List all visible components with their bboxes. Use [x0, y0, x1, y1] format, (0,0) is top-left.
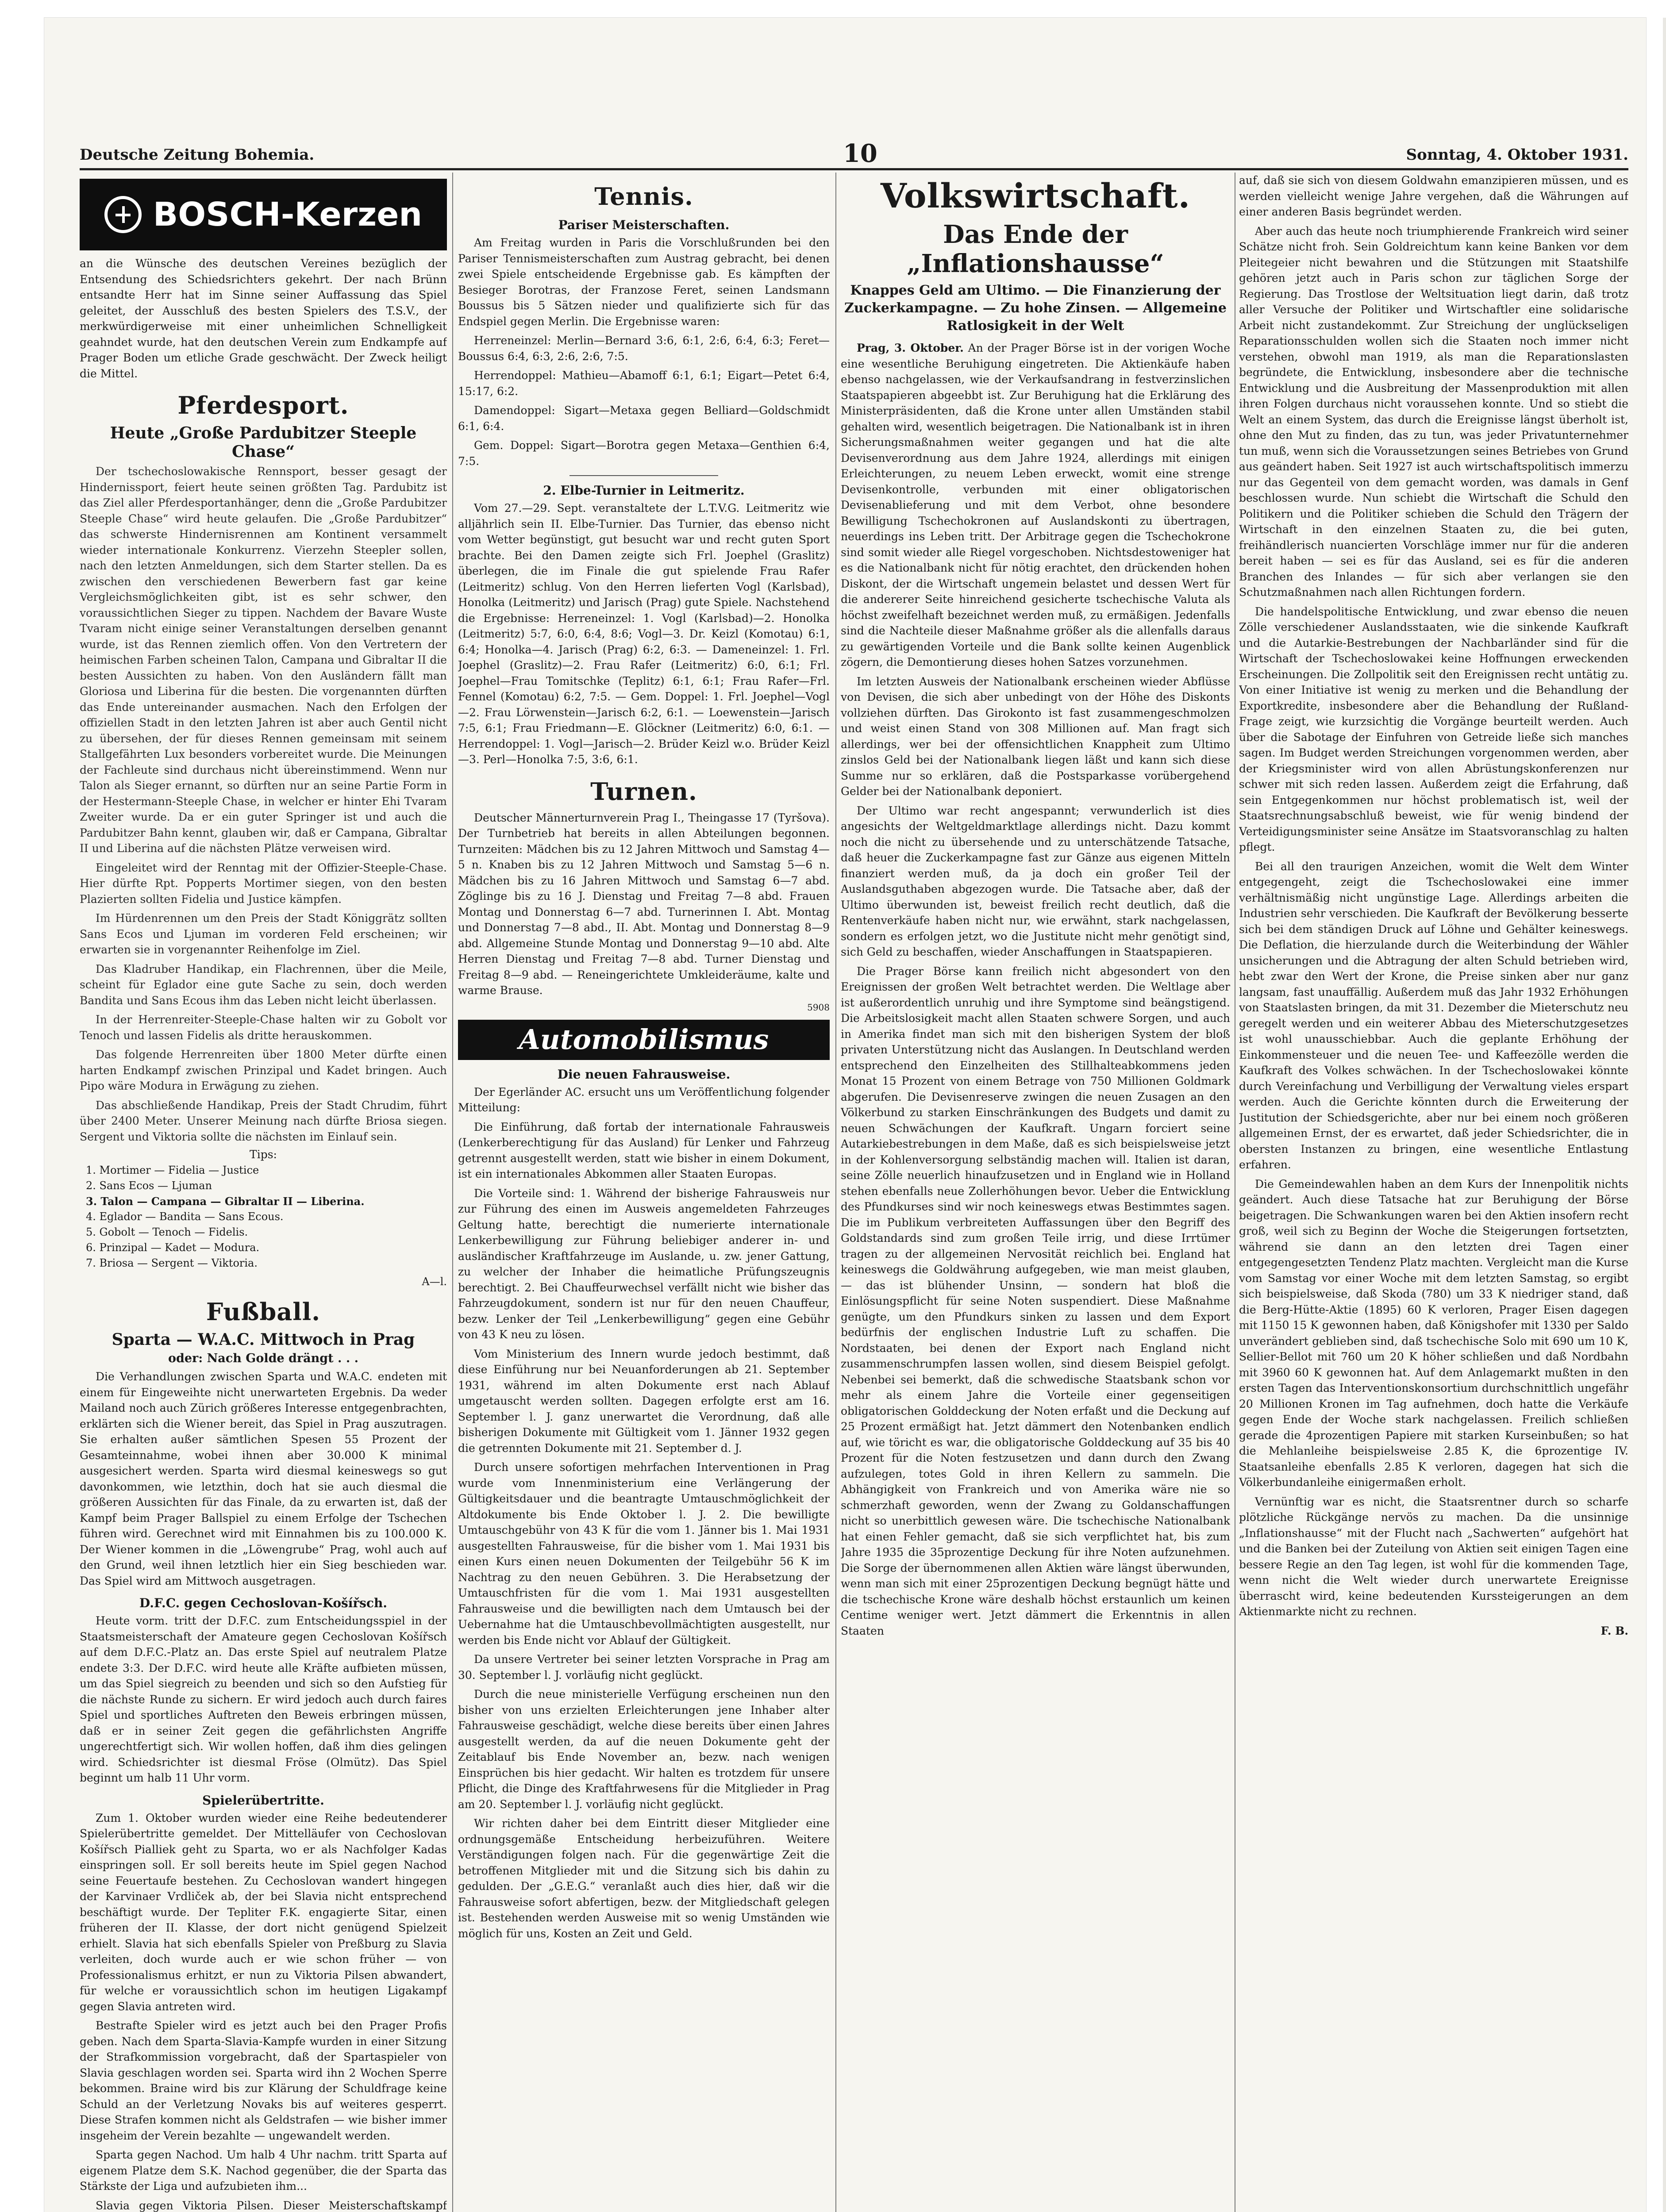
- newspaper-page: [44, 18, 1646, 2212]
- article-text: Sparta gegen Nachod. Um halb 4 Uhr nachm. tritt Sparta auf eigenem Platze dem S.K. Nachod gegenüber, die der Sparta das Stärkste der Liga und aufzubieten ihm...: [80, 2148, 447, 2193]
- article-text: Der Ultimo war recht angespannt; verwunderlich ist dies angesichts der Weltgeldmarktlage allerdings nicht. Dazu kommt noch die nicht zu übersehende und zu unterschätzende Tatsache, daß heuer die Zuckerkampagne fast zur Gänze aus eigenen Mitteln finanziert werden muß, da ja doch ein großer Teil der Auslandsguthaben abgezogen wurde. Die Tatsache aber, daß der Ultimo überwunden ist, beweist freilich recht deutlich, daß die Rentenverkäufe haben nicht nur, wie erwähnt, stark nachgelassen, sondern es erfolgen jetzt, wo die Justitute nicht mehr genötigt sind, sich Geld zu beschaffen, wieder Anschaffungen in Staatspapieren.: [841, 804, 1230, 958]
- section-title-automobilismus: Automobilismus: [458, 1020, 830, 1060]
- article-text: Der tschechoslowakische Rennsport, besser gesagt der Hindernissport, feiert heute seinen größten Tag. Pardubitz ist das Ziel aller Pferdesportanhänger, denn die „Große Pardubitzer Steeple Chase“ wird heute gelaufen. Die „Große Pardubitzer“ das schwerste Hindernisrennen am Kontinent versammelt wieder internationale Konkurrenz. Vierzehn Steepler sollen, nach den letzten Anmeldungen, sich dem Starter stellen. Da es zwischen den verschiedenen Bewerbern fast gar keine Vergleichsmöglichkeiten gibt, ist es sehr schwer, den voraussichtlichen Sieger zu tippen. Nachdem der Bavare Wuste Tvaram nicht einige seiner Veranstaltungen derselben genannt wurde, ist das Rennen ziemlich offen. Von den Vertretern der heimischen Farben scheinen Talon, Campana und Gibraltar II die besten Aussichten zu haben. Von den Ausländern fällt man Gloriosa und Liberina für die besten. Die vorgenannten dürften das Ende untereinander ausmachen. Nach den Erfolgen der offiziellen Stadt in den letzten Jahren ist aber auch Gentil nicht zu übersehen, der für dieses Rennen gemeinsam mit seinem Stallgefährten Lux besonders vorbereitet wurde. Die Meinungen der Fachleute sind durchaus nicht übereinstimmend. Wenn nur Talon als Sieger ernannt, so dürften nur an seine Partie Form in der Hestermann-Steeple Chase, in welcher er hinter Ehi Tvaram Zweiter wurde. Da er ein guter Springer ist und auch die Pardubitzer Bahn kennt, glauben wir, daß er Campana, Gibraltar II und Liberina auf die nächsten Plätze verweisen wird.: [80, 465, 447, 855]
- article-text: Die handelspolitische Entwicklung, und zwar ebenso die neuen Zölle verschiedener Auslandsstaaten, wie die sinkende Kaufkraft und die Autarkie-Bestrebungen der Nachbarländer sind für die Wirtschaft der Tschechoslowakei keine Hoffnungen erweckenden Erscheinungen. Die Zollpolitik seit den Ereignissen recht untätig zu. Von einer Initiative ist wenig zu merken und die Behandlung der Exportkredite, insbesondere aber die Behandlung der Rußland-Frage zeigt, wie kurzsichtig die Vorgänge beurteilt werden. Auch über die Sabotage der Einfuhren von Getreide ließe sich manches sagen. Im Budget werden Streichungen vorgenommen werden, aber der Kriegsminister wird von allen Abrüstungskonferenzen nur schwer mit sich reden lassen. Außerdem zeigt die Erfahrung, daß sein Entgegenkommen nur höchst problematisch ist, weil der Staatsrechnungsabschluß beweist, wie für wenig bindend der Verteidigungsminister seine Ansätze im Staatsvoranschlag zu halten pflegt.: [1239, 605, 1628, 853]
- tips-title: Tips:: [250, 1148, 277, 1161]
- list-item: 1. Mortimer — Fidelia — Justice: [86, 1164, 259, 1176]
- list-item: 4. Eglador — Bandita — Sans Ecous.: [86, 1210, 284, 1223]
- dateline: Prag, 3. Oktober.: [857, 342, 964, 354]
- article-text: Das abschließende Handikap, Preis der Stadt Chrudim, führt über 2400 Meter. Unserer Meinung nach dürfte Briosa siegen. Sergent und Viktoria sollte die nächsten im Einlauf sein.: [80, 1098, 447, 1143]
- headline: D.F.C. gegen Cechoslovan-Košířsch.: [139, 1596, 388, 1610]
- article-text: Das Kladruber Handikap, ein Flachrennen, über die Meile, scheint für Eglador eine gute Sache zu sein, doch werden Bandita und Sans Ecous ihm das Leben nicht leicht überlassen.: [80, 962, 447, 1007]
- list-item: 7. Briosa — Sergent — Viktoria.: [86, 1257, 258, 1269]
- subheadline: oder: Nach Golde drängt . . .: [168, 1352, 359, 1365]
- section-title-turnen: Turnen.: [590, 777, 697, 806]
- page-header: [80, 137, 1628, 170]
- section-title-volkswirtschaft: Volkswirtschaft.: [880, 176, 1191, 215]
- column-1: [80, 173, 447, 2212]
- article-text: Slavia gegen Viktoria Pilsen. Dieser Meisterschaftskampf: [96, 2199, 447, 2212]
- section-title-fussball: Fußball.: [206, 1298, 321, 1326]
- section-title-pferdesport: Pferdesport.: [177, 391, 349, 419]
- headline: Pariser Meisterschaften.: [558, 218, 730, 232]
- notice-code: 5908: [807, 1002, 830, 1013]
- article-text: Damendoppel: Sigart—Metaxa gegen Belliard—Goldschmidt 6:1, 6:4.: [458, 404, 830, 433]
- page-edge: [1663, 18, 1666, 2212]
- issue-date: Sonntag, 4. Oktober 1931.: [1406, 146, 1628, 164]
- section-title-tennis: Tennis.: [594, 182, 693, 211]
- author-sign: F. B.: [1601, 1624, 1628, 1637]
- headline: Sparta — W.A.C. Mittwoch in Prag: [112, 1330, 415, 1349]
- author-sign: A—l.: [422, 1275, 447, 1288]
- bosch-ad-text: BOSCH-Kerzen: [153, 196, 423, 234]
- article-text: Die Prager Börse kann freilich nicht abgesondert von den Ereignissen der großen Welt betrachtet werden. Die Weltlage aber ist außerordentlich unruhig und ihre Symptome sind beängstigend. Die Arbeitslosigkeit macht allen Staaten schwere Sorgen, und auch in Amerika findet man sich mit den bisherigen System der bloß privaten Unterstützung nicht das Auslangen. In Deutschland werden entsprechend den Einzelheiten des Stillhalteabkommens jeden Monat 15 Prozent von einem Betrage von 750 Millionen Goldmark abgerufen. Die Devisenreserve zwingen die neuen Zusagen an den Völkerbund zu starken Einschränkungen des Budgets und damit zu neuen Schwächungen der Kaufkraft. Ungarn forciert seine Autarkiebestrebungen in dem Maße, daß es sich beispielsweise jetzt in der Kohlenversorgung selbständig machen will. Italien ist daran, seine Zölle neuerlich hinaufzusetzen und in England wie in Holland stehen ebenfalls neue Zollerhöhungen bevor. Ueber die Entwicklung des Pfundkurses sind wir noch keineswegs etwas Bestimmtes sagen. Die im Publikum verbreiteten Auffassungen über den Begriff des Goldstandards sind zum großen Teile irrig, und diese Irrtümer tragen zu der allgemeinen Nervosität reichlich bei. England hat keineswegs die Goldwährung aufgegeben, wie man meist glauben, — das ist blühender Unsinn, — sondern hat bloß die Einlösungspflicht für seine Noten suspendiert. Diese Maßnahme genügte, um den Pfundkurs sinken zu lassen und dem Export bedürfnis der englischen Industrie Luft zu schaffen. Die Nordstaaten, bei denen der Export nach England nicht zusammenschrumpfen lassen wollen, sind diesem Beispiel gefolgt. Nebenbei sei bemerkt, daß die schwedische Staatsbank schon vor mehr als einem Jahre die Vorteile einer gegenseitigen obligatorischen Golddeckung der Noten erfaßt und die Deckung auf 25 Prozent ermäßigt hat. Jetzt dämmert den Notenbanken endlich auf, wie töricht es war, die obligatorische Golddeckung auf 35 bis 40 Prozent für die Noten festzusetzen und dann durch den Zwang aufzulegen, totes Gold in ihren Kellern zu sammeln. Die Abhängigkeit von Frankreich und von Amerika wäre nie so schmerzhaft geworden, wenn der Zwang zu Goldanschaffungen nicht so unerbittlich gewesen wäre. Die tschechische Nationalbank hat einen Fehler gemacht, daß sie sich verpflichtet hat, bis zum Jahre 1935 die 35prozentige Deckung für ihre Noten aufzunehmen. Die Sorge der übernommenen allen Aktien wäre längst überwunden, wenn man sich mit einer 25prozentigen Deckung begnügt hätte und die tschechische Krone wäre deshalb höchst erstaunlich um keinen Centime weniger wert. Jetzt dämmert die Erkenntnis in allen Staaten: [841, 964, 1230, 1637]
- article-text: Zum 1. Oktober wurden wieder eine Reihe bedeutenderer Spielerübertritte gemeldet. Der Mittelläufer von Cechoslovan Košířsch Pialliek geht zu Sparta, wo er als Nachfolger Kadas einspringen soll. Er soll bereits heute im Spiel gegen Nachod seine Feuertaufe bestehen. Zu Cechoslovan wandert hingegen der Karvinaer Vrdliček ab, der bei Slavia nicht entsprechend beschäftigt wurde. Der Tepliter F.K. engagierte Sitar, einen früheren der II. Klasse, der dort nicht genügend Spielzeit erhielt. Slavia hat sich ebenfalls Spieler von Preßburg zu Slavia verleiten, doch wurde auch er wie schon früher — von Professionalismus erhitzt, er nun zu Viktoria Pilsen abwandert, für welche er voraussichtlich schon im heutigen Ligakampf gegen Slavia antreten wird.: [80, 1811, 447, 2013]
- article-text: Wir richten daher bei dem Eintritt dieser Mitglieder eine ordnungsgemäße Entscheidung herbeizuführen. Weitere Verständigungen folgen nach. Für die gegenwärtige Zeit die betroffenen Mitglieder mit und die Sitzung sich bis dahin zu gedulden. Der „G.E.G.“ veranlaßt auch dies hier, daß wir die Fahrausweise sofort abfertigen, bezw. der Mitgliedschaft gelegen ist. Bestehenden werden Ausweise mit so wenig Umständen wie möglich für uns, Kosten an Zeit und Geld.: [458, 1817, 830, 1940]
- tips-list: [80, 1163, 447, 1271]
- article-text-body: An der Prager Börse ist in der vorigen Woche eine wesentliche Beruhigung eingetreten. Die Aktienkäufe haben ebenso nachgelassen, wie der Verkaufsandrang in festverzinslichen Staatspapieren abgeebbt ist. Zur Beruhigung hat die Erklärung des Ministerpräsidenten, daß die Krone unter allen Umständen stabil gehalten wird, wesentlich beigetragen. Die Nationalbank ist in ihren Sicherungsmaßnahmen weiter gegangen und hat die alte Devisenverordnung aus dem Jahre 1924, allerdings mit einigen Erleichterungen, zu neuem Leben erweckt, womit eine strenge Devisenkontrolle, verbunden mit einer obligatorischen Devisenablieferung und mit dem Verbot, ohne besondere Bewilligung Tschechokronen auf Auslandskonti zu übertragen, neuerdings ins Leben tritt. Der Arbitrage gegen die Tschechokrone sind somit wieder alle Riegel vorgeschoben. Nichtsdestoweniger hat es die Nationalbank nicht für nötig erachtet, den drückenden hohen Diskont, der die Wirtschaft ungemein belastet und dessen Wert für die andererer Seite hinreichend gesicherte tschechische Valuta als höchst zweifelhaft bezeichnet werden muß, zu ermäßigen. Jedenfalls sind die Nachteile dieser Maßnahme größer als die allenfalls daraus zu gewärtigenden Vorteile und die Bank sollte keinen Augenblick zögern, die Demontierung dieses hohen Satzes vorzunehmen.: [841, 342, 1230, 668]
- column-2: [458, 173, 830, 2212]
- article-text: an die Wünsche des deutschen Vereines bezüglich der Entsendung des Schiedsrichters gekehrt. Der nach Brünn entsandte Herr hat im Sinne seiner Auffassung das Spiel geleitet, der Ausschluß des besten Spielers des T.S.V., der merkwürdigerweise mit einer unheimlichen Schnelligkeit geahndet wurde, hat den deutschen Verein zum Endkampfe auf Prager Boden um etliche Grade geschwächt. Der Zweck heiligt die Mittel.: [80, 257, 447, 380]
- column-4: [1239, 173, 1628, 2212]
- list-item: 5. Gobolt — Tenoch — Fidelis.: [86, 1226, 248, 1238]
- article-text: Eingeleitet wird der Renntag mit der Offizier-Steeple-Chase. Hier dürfte Rpt. Popperts Mortimer siegen, von den besten Plazierten sollten Fidelia und Justice kämpfen.: [80, 861, 447, 906]
- article-text: Die Gemeindewahlen haben an dem Kurs der Innenpolitik nichts geändert. Auch diese Tatsache hat zur Beruhigung der Börse beigetragen. Die Schwankungen waren bei den Aktien insofern recht groß, weil sich zu Beginn der Woche die Steigerungen fortsetzten, während sie dann an den letzten drei Tagen einer entgegengesetzten Tendenz Platz machten. Vergleicht man die Kurse vom Samstag vor einer Woche mit dem letzten Samstag, so ergibt sich beispielsweise, daß Skoda (780) um 33 K niedriger stand, daß die Berg-Hütte-Aktie (1895) 60 K verloren, Prager Eisen dagegen mit 1150 15 K gewonnen haben, daß Königshofer mit 1330 per Saldo unverändert geblieben sind, daß tschechische Solo mit 690 um 10 K, Sellier-Bellot mit 760 um 20 K höher schließen und daß Nordbahn mit 3960 60 K gewonnen hat. Auf dem Anlagemarkt mußten in den ersten Tagen das Interventionskonsortium durchschnittlich ungefähr 20 Millionen Kronen im Tag aufnehmen, doch hatte die Verkäufe gegen Ende der Woche stark nachgelassen. Freilich schließen gerade die 4prozentigen Papiere mit starken Kurseinbußen; so hat die Mehlanleihe beispielsweise 2.85 K, die 6prozentige IV. Staatsanleihe ebenfalls 2.85 K verloren, dagegen hat sich die Völkerbundanleihe einigermaßen erholt.: [1239, 1177, 1628, 1489]
- article-text: Vernünftig war es nicht, die Staatsrentner durch so scharfe plötzliche Rückgänge nervös zu machen. Da die unsinnige „Inflationshausse“ mit der Flucht nach „Sachwerten“ aufgehört hat und die Banken bei der Zuteilung von Aktien seit einigen Tagen eine bessere Regie an den Tag legen, ist wohl für die kommenden Tage, wenn nicht die Welt wieder durch unerwartete Ereignisse überrascht wird, keine bedeutenden Kurssteigerungen an dem Aktienmarkte nicht zu rechnen.: [1239, 1495, 1628, 1618]
- bosch-ad: [80, 179, 447, 250]
- article-text: Die Einführung, daß fortab der internationale Fahrausweis (Lenkerberechtigung für das Ausland) für Lenker und Fahrzeug getrennt ausgestellt werden, statt wie bisher in einem Dokument, ist ein internationales Abkommen aller Staaten Europas.: [458, 1120, 830, 1180]
- page-number: 10: [843, 139, 877, 168]
- article-text: Der Egerländer AC. ersucht uns um Veröffentlichung folgender Mitteilung:: [458, 1085, 830, 1114]
- article-text: Vom 27.—29. Sept. veranstaltete der L.T.V.G. Leitmeritz wie alljährlich sein II. Elbe-Turnier. Das Turnier, das ebenso nicht vom Wetter begünstigt, gut besucht war und recht guten Sport brachte. Bei den Damen zeigte sich Frl. Joephel (Graslitz) überlegen, die im Finale die gut spielende Frau Rafer (Leitmeritz) schlug. Von den Herren lieferten Vogl (Karlsbad), Honolka (Leitmeritz) und Jarisch (Prag) gute Spiele. Nachstehend die Ergebnisse: Herreneinzel: 1. Vogl (Karlsbad)—2. Honolka (Leitmeritz) 5:7, 6:0, 6:4, 8:6; Vogl—3. Dr. Keizl (Komotau) 6:1, 6:4; Honolka—4. Jarisch (Prag) 6:2, 6:3. — Dameneinzel: 1. Frl. Joephel (Graslitz)—2. Frau Rafer (Leitmeritz) 6:0, 6:1; Frl. Joephel—Frau Tomitschke (Teplitz) 6:1, 6:1; Frau Rafer—Frl. Fennel (Komotau) 6:2, 7:5. — Gem. Doppel: 1. Frl. Joephel—Vogl—2. Frau Lörwenstein—Jarisch 6:2, 6:1. — Loewenstein—Jarisch 7:5, 6:1; Frau Friedmann—E. Glöckner (Leitmeritz) 6:0, 6:1. — Herrendoppel: 1. Vogl—Jarisch—2. Brüder Keizl w.o. Brüder Keizl—3. Perl—Honolka 7:5, 3:6, 6:1.: [458, 502, 830, 766]
- article-text: Herreneinzel: Merlin—Bernard 3:6, 6:1, 2:6, 6:4, 6:3; Feret—Boussus 6:4, 6:3, 2:6, 2:6, 7:5.: [458, 334, 830, 363]
- headline: Die neuen Fahrausweise.: [557, 1067, 731, 1082]
- divider: [569, 475, 718, 476]
- article-text: Aber auch das heute noch triumphierende Frankreich wird seiner Schätze nicht froh. Sein Goldreichtum kann keine Banken vor dem Pleitegeier nicht bewahren und die Stützungen mit Staatshilfe gehören jetzt auch in Paris schon zur täglichen Sorge der Regierung. Das Trostlose der Weltsituation liegt darin, daß trotz aller Versuche der Politiker und Wirtschaftler eine solidarische Arbeit nicht zustandekommt. Zur Streichung der unglückseligen Reparationsschulden wollen sich die Staaten noch immer nicht verstehen, obwohl man 1919, als man die Reparationslasten begründete, die Entwicklung, insbesondere aber die technische Entwicklung und die Ausbreitung der Massenproduktion mit allen ihren Folgen durchaus nicht voraussehen konnte. Und so stiebt die Welt an einem System, das durch die Ereignisse längst überholt ist, ohne den Mut zu finden, das zu tun, was jeder Privatunternehmer tun muß, wenn sich die Voraussetzungen seines Betriebes von Grund aus geändert haben. Seit 1927 ist auch wirtschaftspolitisch immerzu nur das Gegenteil von dem gemacht worden, was damals in Genf beschlossen wurde. Nun schiebt die Wirtschaft die Schuld den Politikern und die Politiker schieben die Schuld den Trägern der Wirtschaft in den einzelnen Staaten zu, die bei guten, freihändlerisch nuancierten Vorschläge immer nur für die anderen bereit haben — sei es für das Ausland, sei es für die anderen Branchen des Inlandes — für sich aber verlangen sie den Schutzmaßnahmen nach allen Richtungen fordern.: [1239, 224, 1628, 599]
- headline: 2. Elbe-Turnier in Leitmeritz.: [543, 483, 745, 498]
- column-rule: [452, 173, 453, 2212]
- newspaper-title: Deutsche Zeitung Bohemia.: [80, 146, 315, 164]
- article-text: Am Freitag wurden in Paris die Vorschlußrunden bei den Pariser Tennismeisterschaften zum Austrag gebracht, bei denen zwei Spiele entscheidende Ergebnisse gab. Es kämpften der Besieger Borotras, der Franzose Feret, seinen Landsmann Boussus bis 5 Sätzen nieder und qualifizierte sich für das Endspiel gegen Merlin. Die Ergebnisse waren:: [458, 236, 830, 328]
- list-item: 3. Talon — Campana — Gibraltar II — Liberina.: [86, 1195, 365, 1208]
- article-text: Durch unsere sofortigen mehrfachen Interventionen in Prag wurde vom Innenministerium eine Verlängerung der Gültigkeitsdauer und die beantragte Umtauschmöglichkeit der Altdokumente bis Ende Oktober l. J. 2. Die bewilligte Umtauschgebühr von 43 K für die vom 1. Jänner bis 1. Mai 1931 ausgestellten Fahrausweise, für die bisher vom 1. Mai 1931 bis einen Kurs einen neuen Dokumenten der Teilgebühr 56 K im Nachtrag zu den neuen Gebühren. 3. Die Herabsetzung der Umtauschfristen für die vom 1. Mai 1931 ausgestellten Fahrausweise und die bewilligten nach dem Umtausch bei der Uebernahme hat die Umtauschbevollmächtigten ausgestellt, nur werden bis Ende nicht vor Ablauf der Gültigkeit.: [458, 1461, 830, 1647]
- article-text: Durch die neue ministerielle Verfügung erscheinen nun den bisher von uns erzielten Erleichterungen jene Inhaber alter Fahrausweise geschädigt, welche diese bereits über einen Jahres ausgestellt werden, da auf die neuen Dokumente geht der Zeitablauf bis Ende November an, bezw. nach wenigen Einsprüchen bis hier gedacht. Wir halten es trotzdem für unsere Pflicht, die Dinge des Kraftfahrwesens für die Mitglieder in Prag am 20. September l. J. vorläufig nicht geglückt.: [458, 1688, 830, 1811]
- article-text: [841, 340, 1230, 670]
- headline: Das Ende der „Inflationshausse“: [907, 220, 1164, 278]
- article-text: Herrendoppel: Mathieu—Abamoff 6:1, 6:1; Eigart—Petet 6:4, 15:17, 6:2.: [458, 369, 830, 398]
- article-text: Bestrafte Spieler wird es jetzt auch bei den Prager Profis geben. Nach dem Sparta-Slavia-Kampfe wurden in einer Sitzung der Strafkommission vorgebracht, daß der Spartaspieler von Slavia geschlagen worden sei. Sparta wird ihn 2 Wochen Sperre bekommen. Braine wird bis zur Klärung der Schuldfrage keine Schuld an der Verletzung Novaks bis auf weiteres gesperrt. Diese Strafen kommen nicht als Geldstrafen — wie bisher immer insgeheim der Verein bezahlte — ungewandelt werden.: [80, 2019, 447, 2142]
- headline: Spielerübertritte.: [202, 1793, 324, 1808]
- headline: Heute „Große Pardubitzer Steeple Chase“: [110, 424, 417, 461]
- article-text: Im Hürdenrennen um den Preis der Stadt Königgrätz sollten Sans Ecos und Ljuman im vorderen Feld erscheinen; wir erwarten sie in vorgenannter Reihenfolge im Ziel.: [80, 912, 447, 956]
- article-text: auf, daß sie sich von diesem Goldwahn emanzipieren müssen, und es werden vielleicht wenige Jahre vergehen, daß die Währungen auf einer anderen Basis begründet werden.: [1239, 174, 1628, 218]
- column-rule: [835, 173, 836, 2212]
- article-text: Die Vorteile sind: 1. Während der bisherige Fahrausweis nur zur Führung des einen im Ausweis angemeldeten Fahrzeuges Geltung hatte, berechtigt die numerierte internationale Lenkerbewilligung zur Führung beliebiger anderer in- und ausländischer Kraftfahrzeuge im Auslande, u. zw. jener Gattung, zu welcher der Inhaber die heimatliche Prüfungszeugnis berechtigt. 2. Bei Chauffeurwechsel verfällt nicht wie bisher das Fahrzeugdokument, sondern ist nur für den neuen Chauffeur, bezw. Lenker der Teil „Lenkerbewilligung“ gegen eine Gebühr von 43 K neu zu lösen.: [458, 1187, 830, 1341]
- article-text: Gem. Doppel: Sigart—Borotra gegen Metaxa—Genthien 6:4, 7:5.: [458, 439, 830, 468]
- article-text: Die Verhandlungen zwischen Sparta und W.A.C. endeten mit einem für Eingeweihte nicht unerwarteten Ergebnis. Da weder Mailand noch auch Zürich größeres Interesse entgegenbrachten, erklärten sich die Wiener bereit, das Spiel in Prag auszutragen. Sie erhalten außer sämtlichen Spesen 55 Prozent der Gesamteinnahme, wobei ihnen aber 30.000 K minimal ausgesichert werden. Sparta wird diesmal keineswegs so gut davonkommen, wie letzthin, doch hat sie auch diesmal die größeren Aussichten für das Finale, da zu erwarten ist, daß der Kampf beim Prager Ballspiel zu einem Erfolge der Tschechen führen wird. Gerechnet wird mit Einnahmen bis zu 100.000 K. Der Wiener kommen in die „Löwengrube“ Prag, wohl auch auf den Grund, weil ihnen letztlich hier ein Sieg beschieden war. Das Spiel wird am Mittwoch ausgetragen.: [80, 1370, 447, 1587]
- article-text: Im letzten Ausweis der Nationalbank erscheinen wieder Abflüsse von Devisen, die sich aber unbedingt von der Höhe des Diskonts vollziehen dürften. Das Girokonto ist fast zusammengeschmolzen und weist einen Stand von 308 Millionen auf. Man fragt sich allerdings, wer bei der offensichtlichen Knappheit zum Ultimo zinslos Geld bei der Nationalbank liegen läßt und kann sich diese Summe nur so erklären, daß die Postsparkasse vorübergehend Gelder bei der Nationalbank deponiert.: [841, 675, 1230, 798]
- subheadline: Knappes Geld am Ultimo. — Die Finanzierung der Zuckerkampagne. — Zu hohe Zinsen. — Allgemeine Ratlosigkeit in der Welt: [844, 283, 1227, 334]
- article-text: Deutscher Männerturnverein Prag I., Theingasse 17 (Tyršova). Der Turnbetrieb hat bereits in allen Abteilungen begonnen. Turnzeiten: Mädchen bis zu 12 Jahren Mittwoch und Samstag 4—5 n. Knaben bis zu 12 Jahren Mittwoch und Samstag 5—6 n. Mädchen bis zu 16 Jahren Mittwoch und Samstag 6—7 abd. Zöglinge bis zu 16 J. Dienstag und Freitag 7—8 abd. Frauen Montag und Donnerstag 6—7 abd. Turnerinnen I. Abt. Montag und Donnerstag 7—8 abd., II. Abt. Montag und Donnerstag 8—9 abd. Allgemeine Stunde Montag und Donnerstag 9—10 abd. Alte Herren Dienstag und Freitag 7—8 abd. Turner Dienstag und Freitag 8—9 abd. — Reneingerichtete Umkleideräume, kalte und warme Brause.: [458, 811, 830, 997]
- bosch-logo-icon: [104, 196, 142, 233]
- article-text: In der Herrenreiter-Steeple-Chase halten wir zu Gobolt vor Tenoch und lassen Fidelis als dritte herauskommen.: [80, 1013, 447, 1042]
- article-text: Vom Ministerium des Innern wurde jedoch bestimmt, daß diese Einführung nur bei Neuanforderungen ab 21. September 1931, während im alten Dokumente erst nach Ablauf umgetauscht werden sollten. Dagegen erfolgte erst am 16. September l. J. ganz unerwartet die Verordnung, daß alle bisherigen Dokumente mit Gültigkeit vom 1. Jänner 1932 gegen die getrennten Dokumente mit 21. September d. J.: [458, 1347, 830, 1455]
- list-item: 2. Sans Ecos — Ljuman: [86, 1179, 212, 1192]
- article-text: Da unsere Vertreter bei seiner letzten Vorsprache in Prag am 30. September l. J. vorläufig nicht geglückt.: [458, 1653, 830, 1682]
- article-text: Heute vorm. tritt der D.F.C. zum Entscheidungsspiel in der Staatsmeisterschaft der Amateure gegen Cechoslovan Košířsch auf dem D.F.C.-Platz an. Das erste Spiel auf neutralem Platze endete 3:3. Der D.F.C. wird heute alle Kräfte aufbieten müssen, um das Spiel siegreich zu beenden und sich so den Aufstieg für die nächste Runde zu sichern. Er wird jedoch auch durch faires Spiel und sportliches Auftreten den Beweis erbringen müssen, daß er in seiner Zeit gegen die gefährlichsten Angriffe ungerechtfertigt sich. Wir wollen hoffen, daß ihm dies gelingen wird. Schiedsrichter ist diesmal Fröse (Olmütz). Das Spiel beginnt um halb 11 Uhr vorm.: [80, 1614, 447, 1784]
- column-3: [841, 173, 1230, 2212]
- article-text: Bei all den traurigen Anzeichen, womit die Welt dem Winter entgegengeht, zeigt die Tschechoslowakei eine immer verhältnismäßig nicht ungünstige Lage. Allerdings arbeiten die Industrien sehr verschieden. Die Kaufkraft der Bevölkerung besserte sich bei dem ständigen Druck auf Löhne und Gehälter keineswegs. Die Deflation, die hierzulande durch die Weiterbindung der Wähler unsicherungen und die Abtragung der alten Schuld betrieben wird, hebt zwar den Wert der Krone, die Preise sinken aber nur ganz langsam, fast unauffällig. Außerdem muß das Jahr 1932 Erhöhungen von Staatslasten bringen, da mit 31. Dezember die Mieterschutz neu geregelt werden und ein weiterer Abbau des Mieterschutzgesetzes ist wohl unausschiebbar. Auch die geplante Erhöhung der Einkommensteuer und die neuen Tee- und Kaffeezölle werden die Kaufkraft des Volkes schwächen. In der Tschechoslowakei könnte durch Vereinfachung und Verbilligung der Verwaltung vieles erspart werden. Auch die Gerichte könnten durch die Erweiterung der Justitution der Schiedsgerichte, aber nur bei einem noch größeren allgemeinen Ernst, der es erwartet, daß jeder Schiedsrichter, die in obersten Instanzen zu bringen, eine wesentliche Entlastung erfahren.: [1239, 860, 1628, 1171]
- article-text: Das folgende Herrenreiten über 1800 Meter dürfte einen harten Endkampf zwischen Prinzipal und Kadet bringen. Auch Pipo wäre Modura in Erwägung zu ziehen.: [80, 1048, 447, 1092]
- list-item: 6. Prinzipal — Kadet — Modura.: [86, 1241, 260, 1254]
